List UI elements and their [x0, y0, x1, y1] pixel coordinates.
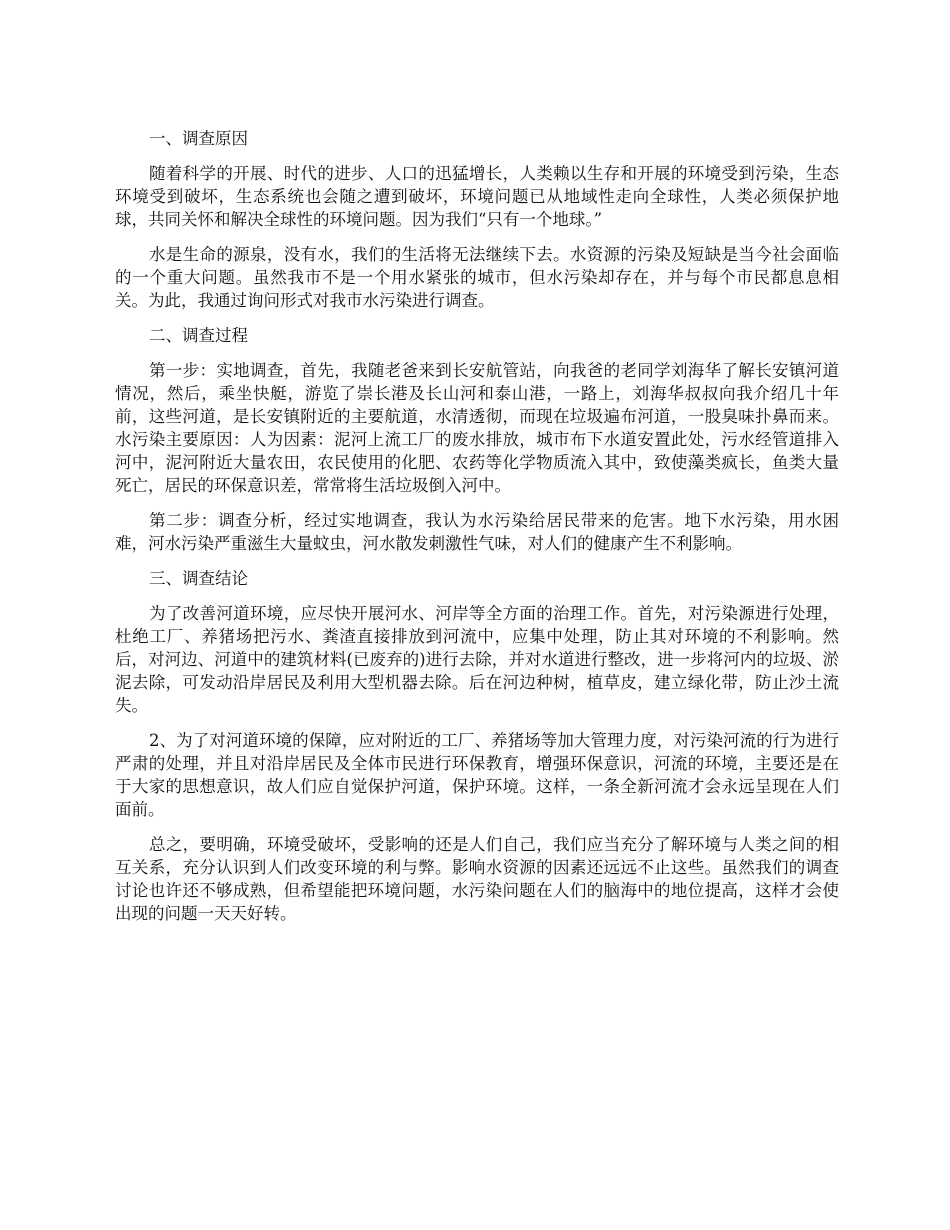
paragraph: 随着科学的开展、时代的进步、人口的迅猛增长，人类赖以生存和开展的环境受到污染，生态环境受到破坏，生态系统也会随之遭到破坏，环境问题已从地域性走向全球性，人类必须保护地球，共同关怀和解决全球性的环境问题。因为我们“只有一个地球。”	[115, 164, 839, 229]
paragraph: 第一步：实地调查，首先，我随老爸来到长安航管站，向我爸的老同学刘海华了解长安镇河道情况，然后，乘坐快艇，游览了崇长港及长山河和泰山港，一路上，刘海华叔叔向我介绍几十年前，这些河道，是长安镇附近的主要航道，水清透彻，而现在垃圾遍布河道，一股臭味扑鼻而来。水污染主要原因：人为因素：泥河上流工厂的废水排放，城市布下水道安置此处，污水经管道排入河中，泥河附近大量农田，农民使用的化肥、农药等化学物质流入其中，致使藻类疯长，鱼类大量死亡，居民的环保意识差，常常将生活垃圾倒入河中。	[115, 361, 839, 495]
paragraph: 2、为了对河道环境的保障，应对附近的工厂、养猪场等加大管理力度，对污染河流的行为进行严肃的处理，并且对沿岸居民及全体市民进行环保教育，增强环保意识，河流的环境，主要还是在于大家的思想意识，故人们应自觉保护河道，保护环境。这样，一条全新河流才会永远呈现在人们面前。	[115, 731, 839, 819]
paragraph: 总之，要明确，环境受破坏，受影响的还是人们自己，我们应当充分了解环境与人类之间的相互关系，充分认识到人们改变环境的利与弊。影响水资源的因素还远远不止这些。虽然我们的调查讨论也许还不够成熟，但希望能把环境问题，水污染问题在人们的脑海中的地位提高，这样才会使出现的问题一天天好转。	[115, 835, 839, 923]
document-body	[115, 127, 839, 937]
section-heading-conclusion: 三、调查结论	[149, 569, 248, 588]
paragraph: 水是生命的源泉，没有水，我们的生活将无法继续下去。水资源的污染及短缺是当今社会面临的一个重大问题。虽然我市不是一个用水紧张的城市，但水污染却存在，并与每个市民都息息相关。为此，我通过询问形式对我市水污染进行调查。	[115, 245, 839, 310]
section-heading-process: 二、调查过程	[149, 326, 248, 345]
paragraph: 第二步：调查分析，经过实地调查，我认为水污染给居民带来的危害。地下水污染，用水困难，河水污染严重滋生大量蚊虫，河水散发刺激性气味，对人们的健康产生不利影响。	[115, 511, 839, 553]
paragraph: 为了改善河道环境，应尽快开展河水、河岸等全方面的治理工作。首先，对污染源进行处理，杜绝工厂、养猪场把污水、粪渣直接排放到河流中，应集中处理，防止其对环境的不利影响。然后，对河边、河道中的建筑材料(已废弃的)进行去除，并对水道进行整改，进一步将河内的垃圾、淤泥去除，可发动沿岸居民及利用大型机器去除。后在河边种树，植草皮，建立绿化带，防止沙土流失。	[115, 604, 839, 715]
section-heading-reason: 一、调查原因	[149, 129, 248, 148]
